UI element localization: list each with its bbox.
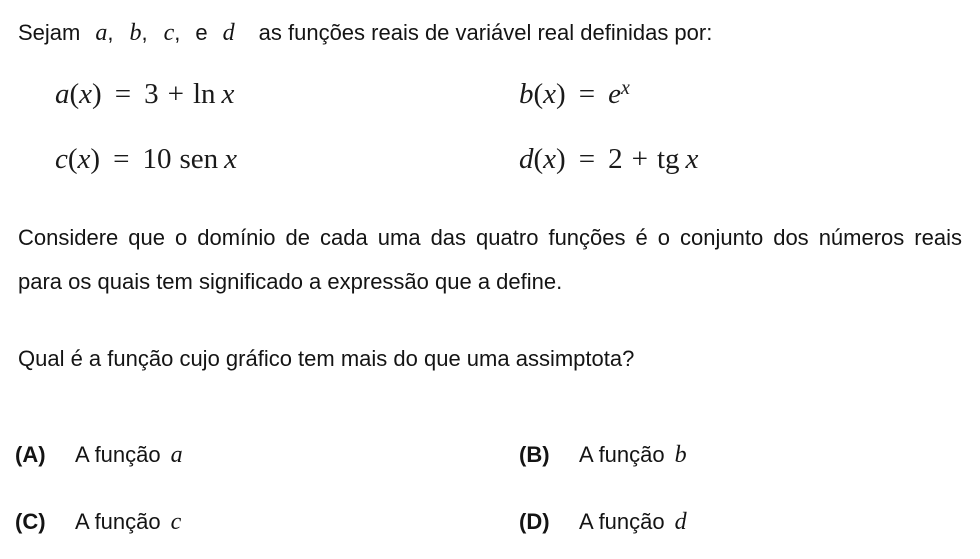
equals-sign: = [114, 78, 132, 110]
formula-b-arg: x [543, 78, 557, 110]
paren-open: ( [533, 78, 544, 110]
formula-d-number: 2 [608, 143, 623, 175]
formula-d [519, 141, 698, 177]
formula-d-var: x [685, 143, 699, 175]
formula-b-exponent: x [620, 77, 630, 99]
plus-sign: + [631, 143, 648, 175]
tg-function: tg [656, 143, 680, 175]
option-a-text: A função [75, 442, 161, 467]
comma: , [141, 20, 148, 45]
formula-a-arg: x [79, 78, 93, 110]
formula-c-var: x [224, 143, 237, 175]
option-d-var: d [674, 509, 687, 535]
paren-close: ) [556, 78, 566, 110]
formula-a [55, 76, 234, 112]
formula-a-number: 3 [144, 78, 159, 110]
paren-open: ( [67, 143, 78, 175]
option-c [15, 507, 181, 537]
paren-close: ) [90, 143, 101, 175]
equals-sign: = [578, 143, 596, 175]
option-a [15, 440, 183, 470]
math-var-d: d [222, 20, 235, 46]
formula-c-arg: x [77, 143, 91, 175]
paren-open: ( [69, 78, 80, 110]
option-c-var: c [170, 509, 182, 535]
paren-close: ) [92, 78, 102, 110]
plus-sign: + [167, 78, 184, 110]
option-b-label: (B) [519, 442, 550, 467]
formula-a-var: x [221, 78, 235, 110]
intro-word-sejam: Sejam [18, 20, 81, 45]
comma: , [174, 20, 181, 45]
intro-sentence [18, 18, 712, 48]
intro-rest: as funções reais de variável real definidas por: [258, 20, 713, 45]
math-var-c: c [163, 20, 175, 46]
domain-paragraph-line1: Considere que o domínio de cada uma das quatro funções é o conjunto dos números reais [18, 225, 962, 250]
sen-function: sen [179, 143, 219, 175]
formula-d-name: d [519, 143, 534, 175]
option-c-text: A função [75, 509, 161, 534]
option-c-label: (C) [15, 509, 46, 534]
option-a-label: (A) [15, 442, 46, 467]
domain-paragraph [18, 216, 962, 304]
formula-c-name: c [55, 143, 68, 175]
formula-c [55, 141, 237, 177]
formula-b-base-e: e [608, 78, 621, 110]
equals-sign: = [113, 143, 130, 175]
option-a-var: a [170, 442, 183, 468]
option-d [519, 507, 687, 537]
intro-word-e: e [195, 20, 208, 45]
formula-d-arg: x [543, 143, 557, 175]
formula-c-number: 10 [142, 143, 172, 175]
equals-sign: = [578, 78, 596, 110]
question-text: Qual é a função cujo gráfico tem mais do que uma assimptota? [18, 346, 635, 371]
paren-open: ( [533, 143, 544, 175]
ln-function: ln [192, 78, 216, 110]
comma: , [107, 20, 114, 45]
formula-b [519, 76, 630, 112]
math-var-b: b [129, 20, 142, 46]
paren-close: ) [556, 143, 566, 175]
option-b [519, 440, 687, 470]
option-b-text: A função [579, 442, 665, 467]
option-d-text: A função [579, 509, 665, 534]
domain-paragraph-line2: para os quais tem significado a expressão que a define. [18, 269, 563, 294]
option-d-label: (D) [519, 509, 550, 534]
option-b-var: b [674, 442, 687, 468]
math-var-a: a [95, 20, 108, 46]
formula-a-name: a [55, 78, 70, 110]
formula-b-name: b [519, 78, 534, 110]
